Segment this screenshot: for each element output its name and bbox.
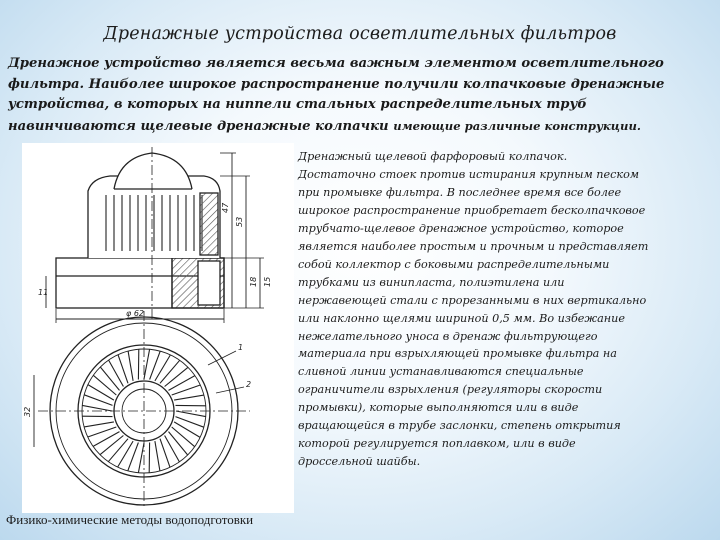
description-line: ограничители взрыхления (регуляторы скорости [298,383,603,397]
dim-bottom-label: φ 62 [126,309,144,318]
description-line: сливной линии устанавливаются специальные [298,365,584,379]
slot-line [128,351,133,381]
description-line: которой регулируется поплавком, или в виде [298,437,576,451]
drainage-cap-drawing [22,143,294,513]
description-paragraph [298,148,708,471]
intro-main-text: Дренажное устройство является весьма важным элементом осветлительного фильтра. Наиболее широкое распространение получили колпачковые дренажные устройства, в которых на ниппели стальных распределительных труб навинчиваются щелевые дренажные колпачки [8,56,665,134]
dim-right-a-label: 47 [221,202,230,213]
description-line: или наклонно щелями шириной 0,5 мм. Во избежание [298,311,625,325]
description-line: нержавеющей стали с прорезанными в них вертикально [298,293,647,307]
slot-line [84,422,114,427]
elevation-view [46,147,264,323]
slot-line [93,375,116,395]
slot-line [138,443,144,473]
slot-line [144,349,150,379]
intro-paragraph [8,54,714,137]
slot-line [100,367,119,390]
description-line: Дренажный щелевой фарфоровый колпачок. [298,150,568,163]
description-line: является наиболее простым и прочным и представляет [298,239,649,253]
slot-line [155,441,160,471]
plan-dim-label: 32 [23,406,32,417]
description-line: Достаточно стоек против истирания крупным песком [298,167,640,181]
description-line: промывки), которые выполняются или в виде [298,401,579,415]
description-line: дроссельной шайбы. [298,455,421,469]
intro-tail-text: имеющие различные конструкции. [393,118,641,133]
slot-line [174,395,204,400]
slot-line [169,432,188,455]
slot-line [100,436,123,455]
plan-mark-b-label: 2 [246,380,252,389]
footer-text: Физико-химические методы водоподготовки [6,512,254,527]
description-line: вращающейся в трубе заслонки, степень открытия [298,419,621,433]
dim-right-b-label: 53 [235,216,244,227]
slot-line [165,367,188,386]
slide-title: Дренажные устройства осветлительных фильтров [103,24,617,44]
dim-right-c-label: 18 [249,276,258,287]
slot-line [172,427,195,447]
description-line: трубчато-щелевое дренажное устройство, которое [298,221,624,235]
plan-view [34,311,250,509]
dim-left-label: 11 [38,288,49,297]
description-line: при промывке фильтра. В последнее время все более [298,185,622,199]
slot-line [82,405,112,411]
description-line: широкое распространение приобретает бесколпачковое [298,203,646,217]
plan-mark-label: 1 [238,343,244,352]
slot-line [160,360,180,383]
description-line: трубками из винипласта, полиэтилена или [298,275,565,289]
slot-line [108,439,128,462]
description-line: собой коллектор с боковыми распределительными [298,257,610,271]
technical-drawing-svg [22,143,294,513]
slot-line [176,411,206,417]
description-line: нежелательного уноса в дренаж фильтрующего [298,329,598,343]
description-line: материала при взрыхляющей промывке фильтра на [298,347,617,361]
dim-right-d-label: 15 [263,276,272,287]
